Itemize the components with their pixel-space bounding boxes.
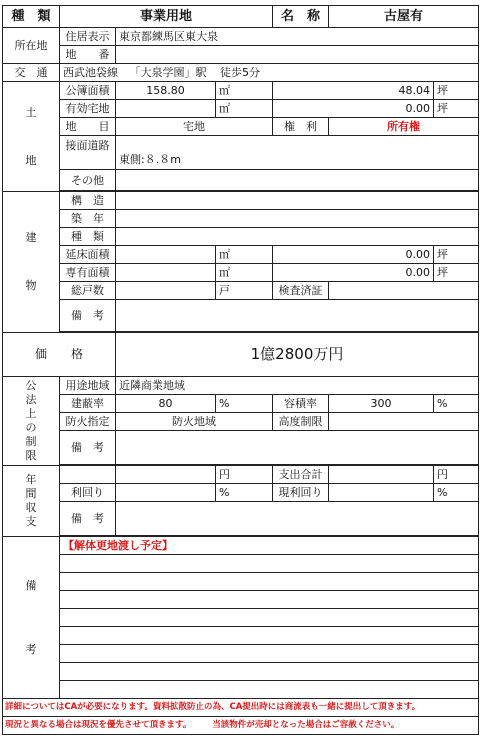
notes-row-2 [3, 555, 479, 573]
category-value: 宅地 [116, 118, 273, 136]
type-label: 種 類 [3, 6, 60, 28]
price-value: 1億2800万円 [116, 333, 479, 377]
private-area-tsubo: 0.00 [273, 264, 434, 282]
price-label: 価 格 [3, 333, 116, 377]
building-label [3, 192, 60, 333]
type-value: 事業用地 [60, 6, 273, 28]
land-row-category [3, 118, 479, 136]
building-row-built [3, 210, 479, 228]
transport-value [60, 64, 479, 82]
name-value: 古屋有 [329, 6, 479, 28]
footer-line-2a: 現況と異なる場合は現況を優先させて頂きます。 [5, 720, 192, 730]
building-row-units [3, 282, 479, 300]
legal-row-remarks [3, 431, 479, 465]
legal-label: 公 法 上 の 制 限 [3, 377, 60, 466]
rights-label: 権 利 [273, 118, 329, 136]
private-area-unit: ㎡ [216, 264, 273, 282]
floor-area-tsubo: 0.00 [273, 246, 434, 264]
fire-value: 防火地域 [116, 413, 273, 431]
kind-label: 種 類 [60, 228, 116, 246]
transport-station: 「大泉学園」駅 [129, 66, 207, 79]
yield-unit: % [216, 484, 273, 502]
notes-row-7 [3, 645, 479, 663]
far-value: 300 [329, 395, 434, 413]
yield-label: 利回り [60, 484, 116, 502]
notes-row-8 [3, 663, 479, 681]
notes-row-4 [3, 591, 479, 609]
registry-area-label: 公簿面積 [60, 82, 116, 100]
legal-row-zone [3, 377, 479, 395]
notes-row-1 [3, 537, 479, 555]
land-label-top: 土 [25, 105, 37, 119]
building-row-remarks [3, 300, 479, 332]
legal-row-ratio [3, 395, 479, 413]
notes-row-5 [3, 609, 479, 627]
registry-area-unit: ㎡ [216, 82, 273, 100]
footer-row-1 [3, 699, 479, 717]
lot-label: 地 番 [60, 46, 116, 64]
effective-tsubo: 0.00 [273, 100, 434, 118]
finance-label: 年 間 収 支 [3, 466, 60, 537]
floor-area-label: 延床面積 [60, 246, 116, 264]
footer-line-2 [3, 717, 479, 735]
structure-label: 構 造 [60, 192, 116, 210]
registry-area-value: 158.80 [116, 82, 216, 100]
zone-label: 用途地域 [60, 377, 116, 395]
address-value: 東京都練馬区東大泉 [116, 28, 479, 46]
building-row-kind [3, 228, 479, 246]
expense-label: 支出合計 [273, 466, 329, 484]
building-remarks-label: 備 考 [60, 300, 116, 332]
notes-row-3 [3, 573, 479, 591]
notes-row-6 [3, 627, 479, 645]
header-row [3, 6, 479, 28]
land-label [3, 82, 60, 192]
finance-row-income [3, 466, 479, 484]
floor-area-unit: ㎡ [216, 246, 273, 264]
location-row-address [3, 28, 479, 46]
land-row-effective [3, 100, 479, 118]
effective-tsubo-unit: 坪 [434, 100, 479, 118]
lot-value [116, 46, 479, 64]
transport-walk: 徒歩5分 [220, 66, 260, 79]
notes-label-top: 備 [25, 578, 37, 592]
land-label-bottom: 地 [25, 153, 37, 167]
building-row-structure [3, 192, 479, 210]
private-area-label: 専有面積 [60, 264, 116, 282]
inspection-label: 検査済証 [273, 282, 329, 300]
far-label: 容積率 [273, 395, 329, 413]
land-row-other [3, 170, 479, 191]
current-yield-unit: % [434, 484, 479, 502]
property-table [2, 5, 479, 735]
effective-unit: ㎡ [216, 100, 273, 118]
name-label: 名 称 [273, 6, 329, 28]
legal-row-fire [3, 413, 479, 431]
road-value: 東側:８.８m [116, 136, 479, 170]
building-row-private-area [3, 264, 479, 282]
expense-unit: 円 [434, 466, 479, 484]
far-unit: % [434, 395, 479, 413]
effective-value [116, 100, 216, 118]
units-label: 総戸数 [60, 282, 116, 300]
footer-line-1: 詳細についてはCAが必要になります。資料拡散防止の為、CA提出時には商流表も一緒に提出して頂きます。 [3, 699, 479, 717]
units-unit: 戸 [216, 282, 273, 300]
transport-line: 西武池袋線 [63, 66, 118, 79]
location-label: 所在地 [3, 28, 60, 64]
finance-remarks-label: 備 考 [60, 502, 116, 536]
other-label: その他 [60, 170, 116, 191]
finance-row-remarks [3, 502, 479, 536]
land-row-road [3, 136, 479, 170]
built-label: 築 年 [60, 210, 116, 228]
price-row [3, 333, 479, 377]
building-label-top: 建 [25, 231, 37, 244]
notes-label-bottom: 考 [25, 642, 37, 656]
rights-value: 所有権 [329, 118, 479, 136]
zone-value: 近隣商業地域 [116, 377, 479, 395]
coverage-value: 80 [116, 395, 216, 413]
legal-remarks-label: 備 考 [60, 431, 116, 465]
category-label: 地 目 [60, 118, 116, 136]
current-yield-label: 現利回り [273, 484, 329, 502]
fire-label: 防火指定 [60, 413, 116, 431]
footer-row-2 [3, 717, 479, 735]
finance-row-yield [3, 484, 479, 502]
footer-line-2b: 当該物件が売却となった場合はご容赦ください。 [212, 720, 400, 730]
other-value [116, 170, 479, 191]
floor-area-tsubo-unit: 坪 [434, 246, 479, 264]
building-label-bottom: 物 [25, 279, 37, 292]
height-label: 高度制限 [273, 413, 329, 431]
transport-row [3, 64, 479, 82]
notes-row-9 [3, 681, 479, 699]
notes-first-line: 【解体更地渡し予定】 [60, 537, 479, 555]
land-row-registry [3, 82, 479, 100]
registry-area-tsubo: 48.04 [273, 82, 434, 100]
location-row-lot [3, 46, 479, 64]
building-row-floor-area [3, 246, 479, 264]
address-label: 住居表示 [60, 28, 116, 46]
private-area-tsubo-unit: 坪 [434, 264, 479, 282]
coverage-unit: % [216, 395, 273, 413]
income-unit: 円 [216, 466, 273, 484]
road-label: 接面道路 [60, 136, 116, 170]
notes-label [3, 537, 60, 699]
transport-label: 交 通 [3, 64, 60, 82]
coverage-label: 建蔽率 [60, 395, 116, 413]
registry-area-tsubo-unit: 坪 [434, 82, 479, 100]
effective-label: 有効宅地 [60, 100, 116, 118]
